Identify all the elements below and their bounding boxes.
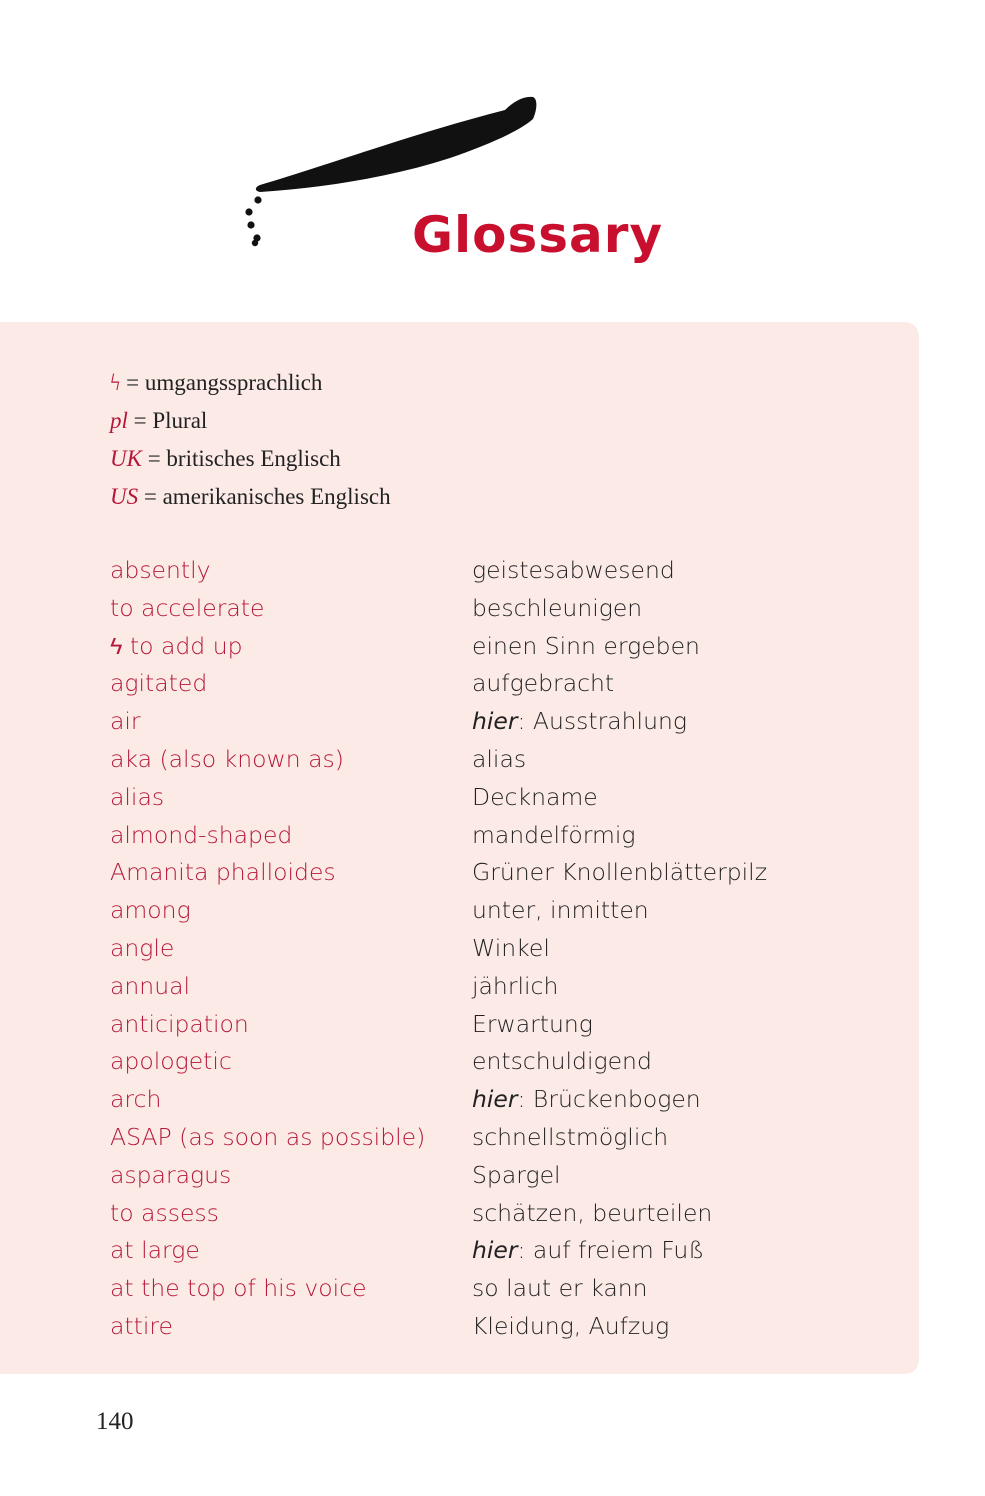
legend-abbr: US (110, 484, 139, 509)
glossary-term-text: air (110, 707, 141, 736)
legend-text: = britisches Englisch (141, 446, 341, 471)
legend-item-colloquial (110, 364, 391, 402)
glossary-translation (472, 552, 675, 590)
glossary-translation (472, 854, 767, 892)
glossary-term-text: apologetic (110, 1047, 232, 1076)
glossary-translation-text: Winkel (472, 933, 550, 962)
glossary-term (110, 854, 336, 892)
glossary-translation (472, 817, 636, 855)
abbreviation-legend (110, 364, 391, 516)
glossary-term-text: attire (110, 1311, 173, 1340)
glossary-translation-text: : Brückenbogen (517, 1085, 701, 1114)
glossary-term-text: among (110, 896, 191, 925)
glossary-translation (472, 1308, 669, 1346)
glossary-term-text: Amanita phalloides (110, 858, 336, 887)
glossary-translation (472, 892, 649, 930)
glossary-term (110, 1043, 232, 1081)
glossary-translation-text: : auf freiem Fuß (517, 1236, 705, 1265)
glossary-translation (472, 779, 598, 817)
legend-text: = amerikanisches Englisch (138, 484, 391, 509)
glossary-term-text: to assess (110, 1198, 219, 1227)
glossary-translation-text: schätzen, beurteilen (472, 1198, 713, 1227)
glossary-translation-text: : Ausstrahlung (517, 707, 687, 736)
glossary-term-text: agitated (110, 669, 208, 698)
glossary-translation-text: geistesabwesend (472, 556, 675, 584)
glossary-term (110, 817, 292, 855)
glossary-term (110, 552, 211, 590)
glossary-term (110, 1195, 219, 1233)
glossary-translation-text: unter, inmitten (472, 896, 649, 925)
glossary-translation (472, 741, 526, 779)
usage-label: hier (472, 707, 518, 736)
glossary-term (110, 1006, 249, 1044)
legend-item-plural (110, 402, 391, 440)
glossary-translation-text: mandelförmig (472, 820, 636, 849)
glossary-translation-text: aufgebracht (472, 669, 615, 698)
glossary-term (110, 968, 190, 1006)
glossary-term (110, 665, 207, 703)
glossary-term-text: at the top of his voice (110, 1274, 367, 1303)
glossary-term (110, 741, 344, 779)
glossary-translation-text: jährlich (472, 971, 559, 1000)
glossary-term (110, 779, 164, 817)
glossary-translation (472, 703, 687, 741)
glossary-translation (472, 1157, 561, 1195)
glossary-translation (472, 665, 614, 703)
glossary-translation (472, 1043, 652, 1081)
glossary-translation-text: entschuldigend (472, 1047, 652, 1076)
glossary-term (110, 1081, 161, 1119)
glossary-term (110, 628, 243, 666)
glossary-translation (472, 1270, 648, 1308)
glossary-translation (472, 930, 550, 968)
glossary-translation (472, 968, 558, 1006)
glossary-translation-text: einen Sinn ergeben (472, 631, 700, 660)
glossary-translation-text: so laut er kann (472, 1274, 648, 1303)
glossary-translation-text: Erwartung (472, 1009, 593, 1038)
glossary-term (110, 930, 174, 968)
lightning-icon: ϟ (110, 370, 121, 395)
glossary-translation (472, 1119, 668, 1157)
legend-abbr: UK (110, 446, 142, 471)
glossary-translation-text: Grüner Knollenblätterpilz (472, 858, 768, 887)
glossary-term (110, 1157, 231, 1195)
glossary-term (110, 703, 141, 741)
glossary-translation (472, 1232, 704, 1270)
page-number: 140 (96, 1408, 134, 1435)
colloquial-icon: ϟ (110, 631, 130, 660)
legend-item-uk (110, 440, 391, 478)
glossary-term-text: annual (110, 971, 191, 1000)
page-title: Glossary (412, 206, 664, 264)
glossary-translation (472, 590, 642, 628)
legend-item-us (110, 478, 391, 516)
glossary-translation (472, 628, 700, 666)
glossary-translation (472, 1006, 593, 1044)
glossary-term-text: aka (also known as) (110, 744, 344, 773)
glossary-term-text: to accelerate (110, 593, 265, 622)
glossary-translation-text: Deckname (472, 782, 598, 811)
glossary-term (110, 590, 264, 628)
glossary-term-text: at large (110, 1236, 200, 1265)
glossary-term (110, 1119, 425, 1157)
glossary-term-text: anticipation (110, 1009, 249, 1038)
glossary-term-text: absently (110, 556, 211, 584)
glossary-translation-text: alias (472, 744, 527, 773)
glossary-translation-text: Kleidung, Aufzug (472, 1311, 670, 1340)
glossary-translation (472, 1081, 701, 1119)
glossary-term-text: angle (110, 933, 175, 962)
usage-label: hier (472, 1085, 518, 1114)
glossary-term-text: almond-shaped (110, 820, 293, 849)
glossary-term (110, 1270, 367, 1308)
legend-text: = Plural (127, 408, 208, 433)
glossary-term (110, 1308, 173, 1346)
glossary-term (110, 892, 191, 930)
legend-abbr: pl (110, 408, 128, 433)
glossary-term-text: arch (110, 1085, 162, 1114)
glossary-translation-text: beschleunigen (472, 593, 643, 622)
glossary-term-text: ASAP (as soon as possible) (110, 1122, 426, 1151)
glossary-term (110, 1232, 200, 1270)
glossary-term-text: alias (110, 782, 165, 811)
legend-text: = umgangssprachlich (120, 370, 323, 395)
glossary-translation (472, 1195, 712, 1233)
glossary-translation-text: Spargel (472, 1160, 561, 1189)
glossary-translation-text: schnellstmöglich (472, 1122, 669, 1151)
glossary-term-text: to add up (129, 631, 243, 660)
glossary-term-text: asparagus (110, 1160, 232, 1189)
usage-label: hier (472, 1236, 518, 1265)
